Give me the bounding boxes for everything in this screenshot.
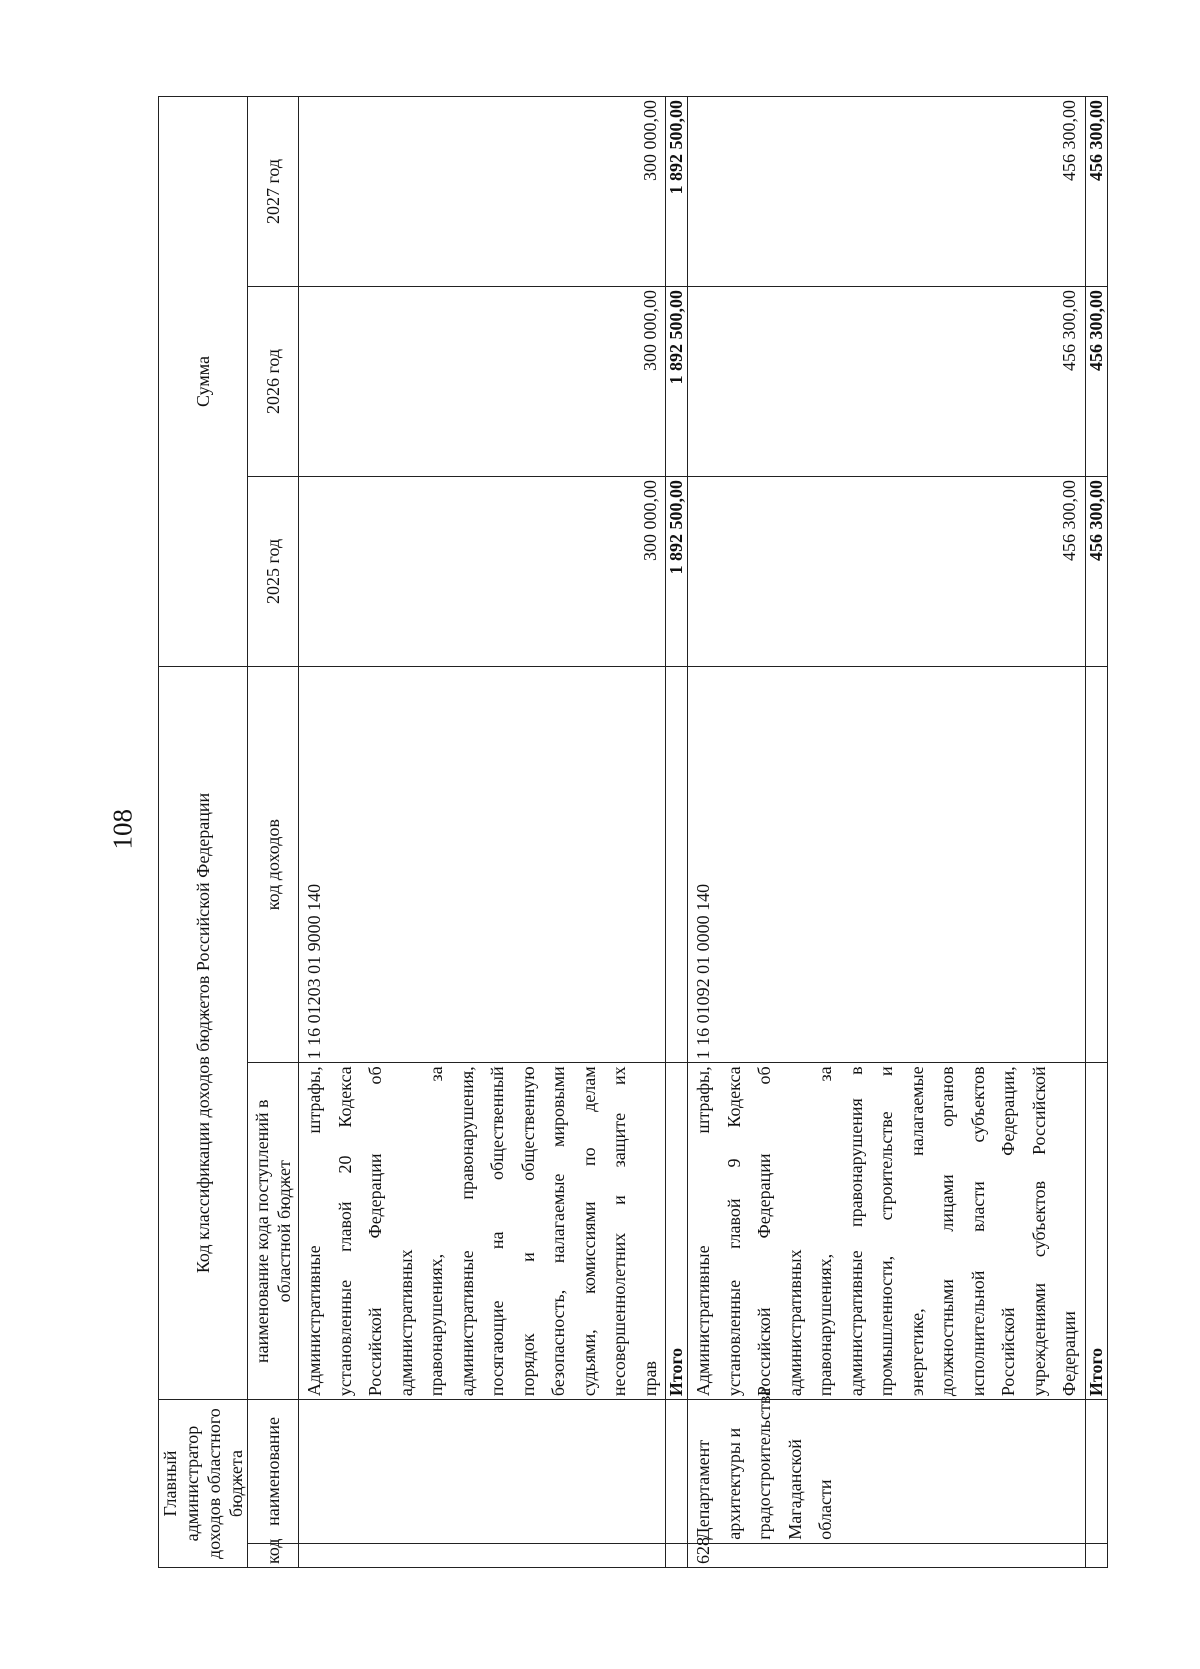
description-line: установленные главой 9 Кодекса: [723, 1066, 744, 1397]
total-label: Итого: [1085, 1063, 1107, 1400]
description-line: промышленности, строительстве и: [876, 1066, 896, 1397]
admin-code-cell: 628: [688, 1543, 1086, 1567]
empty-cell: [666, 1543, 688, 1567]
year-2027-header: 2027 год: [248, 97, 299, 287]
revenue-table: [158, 96, 1108, 1568]
empty-cell: [666, 1400, 688, 1544]
admin-group-header: Главный администратор доходов областного бюджета: [159, 1400, 248, 1568]
description-line: административные правонарушения в: [845, 1066, 866, 1397]
description-line: административных: [784, 1249, 805, 1397]
description-line: административные правонарушения,: [456, 1066, 477, 1397]
amount-2025-cell: 456 300,00: [688, 476, 1086, 666]
name-col-header: наименование: [248, 1400, 299, 1544]
description-line: учреждениями субъектов Российской: [1028, 1066, 1049, 1397]
total-2027-cell: 1 892 500,00: [666, 97, 688, 287]
admin-name-line: градостроительства: [754, 1387, 774, 1540]
description-line: Российской Федерации об: [754, 1066, 774, 1397]
empty-cell: [1085, 1400, 1107, 1544]
page-number: 108: [107, 809, 138, 850]
header-row-2: [248, 97, 299, 1568]
description-line: несовершеннолетних и защите их: [609, 1066, 629, 1397]
admin-name-line: Магаданской области: [784, 1439, 835, 1540]
description-line: установленные главой 20 Кодекса: [334, 1066, 355, 1397]
description-line: судьями, комиссиями по делам: [578, 1066, 599, 1397]
table-row: [688, 97, 1086, 1568]
empty-cell: [1085, 1543, 1107, 1567]
total-2025-cell: 1 892 500,00: [666, 476, 688, 666]
amount-2025-cell: 300 000,00: [299, 476, 666, 666]
admin-name-line: архитектуры и: [723, 1427, 744, 1540]
header-row-1: [159, 97, 248, 1568]
total-row: [1085, 97, 1107, 1568]
description-line: Административные штрафы,: [304, 1066, 324, 1397]
classification-group-header: Код классификации доходов бюджетов Российской Федерации: [159, 666, 248, 1399]
empty-cell: [666, 666, 688, 1062]
description-line: должностными лицами органов: [937, 1066, 957, 1397]
total-label: Итого: [666, 1063, 688, 1400]
code-col-header: код: [248, 1543, 299, 1567]
revenue-description-cell: [299, 1063, 666, 1400]
revenue-code-cell: 1 16 01092 01 0000 140: [688, 666, 1086, 1062]
admin-code-cell: [299, 1543, 666, 1567]
description-line: порядок и общественную: [517, 1066, 538, 1397]
description-line: административных: [395, 1249, 416, 1397]
total-row: [666, 97, 688, 1568]
total-2027-cell: 456 300,00: [1085, 97, 1107, 287]
description-line: Российской Федерации об: [365, 1066, 385, 1397]
revenue-name-col-header: наименование кода поступлений в областной бюджет: [248, 1063, 299, 1400]
amount-2026-cell: 300 000,00: [299, 287, 666, 477]
amount-2027-cell: 300 000,00: [299, 97, 666, 287]
total-2025-cell: 456 300,00: [1085, 476, 1107, 666]
description-line: Российской Федерации,: [998, 1066, 1018, 1397]
description-line: правонарушениях, за: [815, 1066, 835, 1397]
description-line: посягающие на общественный: [487, 1066, 507, 1397]
description-line: энергетике, налагаемые: [906, 1066, 927, 1397]
revenue-description-cell: [688, 1063, 1086, 1400]
sum-group-header: Сумма: [159, 97, 248, 667]
admin-name-cell: [299, 1400, 666, 1544]
total-2026-cell: 1 892 500,00: [666, 287, 688, 477]
amount-2027-cell: 456 300,00: [688, 97, 1086, 287]
year-2025-header: 2025 год: [248, 476, 299, 666]
description-line: Федерации: [1059, 1311, 1079, 1397]
description-line: исполнительной власти субъектов: [967, 1066, 988, 1397]
empty-cell: [1085, 666, 1107, 1062]
description-line: прав: [639, 1361, 660, 1397]
year-2026-header: 2026 год: [248, 287, 299, 477]
description-line: Административные штрафы,: [693, 1066, 713, 1397]
description-line: правонарушениях, за: [426, 1066, 446, 1397]
amount-2026-cell: 456 300,00: [688, 287, 1086, 477]
revenue-code-cell: 1 16 01203 01 9000 140: [299, 666, 666, 1062]
description-line: безопасность, налагаемые мировыми: [548, 1066, 568, 1397]
admin-name-line: Департамент: [693, 1439, 713, 1540]
revenue-code-col-header: код доходов: [248, 666, 299, 1062]
admin-name-cell: [688, 1387, 1086, 1544]
table-row: [299, 97, 666, 1568]
total-2026-cell: 456 300,00: [1085, 287, 1107, 477]
budget-table-container: [158, 96, 1106, 1568]
